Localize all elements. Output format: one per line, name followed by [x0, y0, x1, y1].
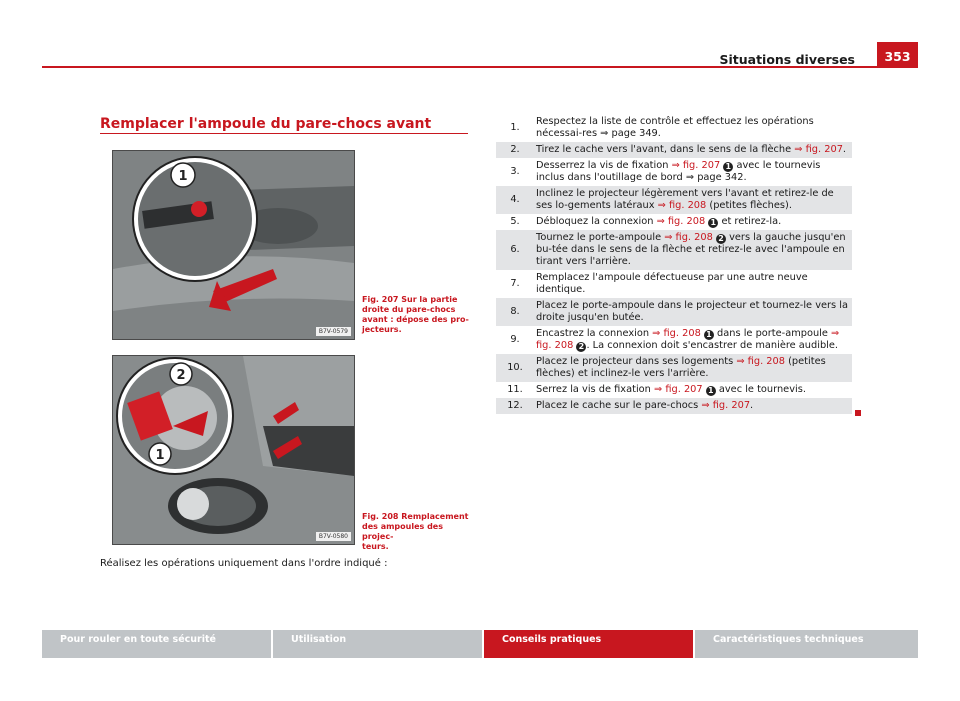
heading-rule: [100, 133, 468, 134]
step-text-fragment: Inclinez le projecteur légèrement vers l'avant et retirez-le de ses lo-gements latéraux: [536, 188, 834, 211]
figure-reference-link[interactable]: ⇒ fig. 208: [656, 216, 706, 227]
callout-number-badge: 2: [716, 234, 726, 244]
page-number: 353: [877, 42, 918, 66]
step-number: 5.: [496, 214, 532, 230]
step-row: [496, 326, 852, 354]
figure-reference-link[interactable]: ⇒ fig. 208: [536, 328, 840, 351]
step-row: [496, 354, 852, 382]
figure-code: B7V-0579: [316, 327, 351, 336]
footer-tab[interactable]: Utilisation: [273, 630, 484, 658]
intro-text: Réalisez les opérations uniquement dans l'ordre indiqué :: [100, 558, 388, 569]
caption-line: jecteurs.: [362, 325, 402, 334]
figure-reference-link[interactable]: ⇒ fig. 208: [736, 356, 785, 367]
step-text-fragment: (petites flèches) et inclinez-le vers l'arrière.: [536, 356, 826, 379]
step-text: [532, 298, 852, 326]
step-text-fragment: . La connexion doit s'encastrer de manière audible.: [586, 340, 839, 351]
step-row: [496, 186, 852, 214]
step-text-fragment: .: [750, 400, 754, 411]
figure-reference-link[interactable]: ⇒ fig. 207: [671, 160, 721, 171]
figure-reference-link[interactable]: ⇒ fig. 208: [652, 328, 701, 339]
footer-nav: [42, 630, 918, 658]
step-text: [532, 186, 852, 214]
step-text-fragment: Tournez le porte-ampoule: [536, 232, 665, 243]
step-text-fragment: Serrez la vis de fixation: [536, 384, 654, 395]
callout-1-label: 1: [178, 169, 188, 184]
step-row: [496, 214, 852, 230]
step-text-fragment: avec le tournevis.: [715, 384, 806, 395]
callout-number-badge: 1: [706, 386, 716, 396]
callout-number-badge: 1: [704, 330, 714, 340]
callout-number-badge: 2: [576, 342, 586, 352]
callout-number-badge: 1: [708, 218, 718, 228]
step-row: [496, 114, 852, 142]
figure-207-image: [112, 150, 355, 340]
step-text: [532, 158, 852, 186]
step-number: 11.: [496, 382, 532, 398]
callout-number-badge: 1: [723, 162, 733, 172]
figure-reference-link[interactable]: ⇒ fig. 208: [657, 200, 707, 211]
steps-table: [496, 114, 852, 414]
section-title: Situations diverses: [719, 52, 855, 67]
callout-2-label: 2: [176, 368, 186, 383]
step-text-fragment: Placez le cache sur le pare-chocs: [536, 400, 702, 411]
caption-line: teurs.: [362, 542, 389, 551]
step-text-fragment: vers la gauche jusqu'en bu-tée dans le sens de la flèche et retirez-le avec l'ampoule en tirant vers l'arrière.: [536, 232, 846, 267]
step-number: 6.: [496, 230, 532, 270]
step-number: 2.: [496, 142, 532, 158]
step-number: 12.: [496, 398, 532, 414]
caption-line: Fig. 207 Sur la partie: [362, 295, 458, 304]
step-number: 10.: [496, 354, 532, 382]
footer-tab[interactable]: Pour rouler en toute sécurité: [42, 630, 273, 658]
caption-line: des ampoules des projec-: [362, 522, 443, 541]
callout-1-label: 1: [155, 448, 165, 463]
step-text-fragment: Placez le porte-ampoule dans le projecteur et tournez-le vers la droite jusqu'en butée.: [536, 300, 848, 323]
step-number: 1.: [496, 114, 532, 142]
figure-208-image: [112, 355, 355, 545]
caption-line: droite du pare-chocs: [362, 305, 456, 314]
step-text-fragment: dans le porte-ampoule: [713, 328, 832, 339]
step-text-fragment: Placez le projecteur dans ses logements: [536, 356, 737, 367]
end-marker: [855, 410, 861, 416]
figure-reference-link[interactable]: ⇒ fig. 208: [664, 232, 713, 243]
step-text: [532, 230, 852, 270]
step-text: [532, 354, 852, 382]
step-row: [496, 298, 852, 326]
step-row: [496, 382, 852, 398]
step-text: [532, 114, 852, 142]
step-text-fragment: Tirez le cache vers l'avant, dans le sens de la flèche: [536, 144, 795, 155]
figure-reference-link[interactable]: ⇒ fig. 207: [794, 144, 843, 155]
step-text-fragment: .: [842, 144, 847, 155]
step-text-fragment: Respectez la liste de contrôle et effectuez les opérations nécessai-res ⇒ page 349.: [536, 116, 814, 139]
step-text-fragment: Remplacez l'ampoule défectueuse par une autre neuve identique.: [536, 272, 808, 295]
figure-code: B7V-0580: [316, 532, 351, 541]
step-number: 9.: [496, 326, 532, 354]
step-row: [496, 398, 852, 414]
step-number: 4.: [496, 186, 532, 214]
figure-208-caption: [362, 512, 470, 552]
step-text-fragment: avec le tournevis inclus dans l'outillage de bord ⇒ page 342.: [536, 160, 821, 183]
footer-tab[interactable]: Conseils pratiques: [484, 630, 695, 658]
step-text-fragment: Desserrez la vis de fixation: [536, 160, 672, 171]
step-row: [496, 230, 852, 270]
figure-reference-link[interactable]: ⇒ fig. 207: [701, 400, 751, 411]
step-number: 3.: [496, 158, 532, 186]
step-number: 8.: [496, 298, 532, 326]
figure-reference-link[interactable]: ⇒ fig. 207: [654, 384, 703, 395]
step-row: [496, 142, 852, 158]
step-text: [532, 382, 852, 398]
figure-207-caption: [362, 295, 470, 335]
caption-line: avant : dépose des pro-: [362, 315, 469, 324]
footer-tab[interactable]: Caractéristiques techniques: [695, 630, 918, 658]
step-text: [532, 270, 852, 298]
step-text-fragment: (petites flèches).: [706, 200, 792, 211]
step-text-fragment: et retirez-la.: [718, 216, 782, 227]
page-heading: Remplacer l'ampoule du pare-chocs avant: [100, 116, 432, 132]
step-text-fragment: Encastrez la connexion: [536, 328, 653, 339]
step-text: [532, 142, 852, 158]
caption-line: Fig. 208 Remplacement: [362, 512, 469, 521]
step-text: [532, 214, 852, 230]
step-row: [496, 270, 852, 298]
step-row: [496, 158, 852, 186]
step-number: 7.: [496, 270, 532, 298]
step-text: [532, 326, 852, 354]
step-text: [532, 398, 852, 414]
step-text-fragment: Débloquez la connexion: [536, 216, 657, 227]
